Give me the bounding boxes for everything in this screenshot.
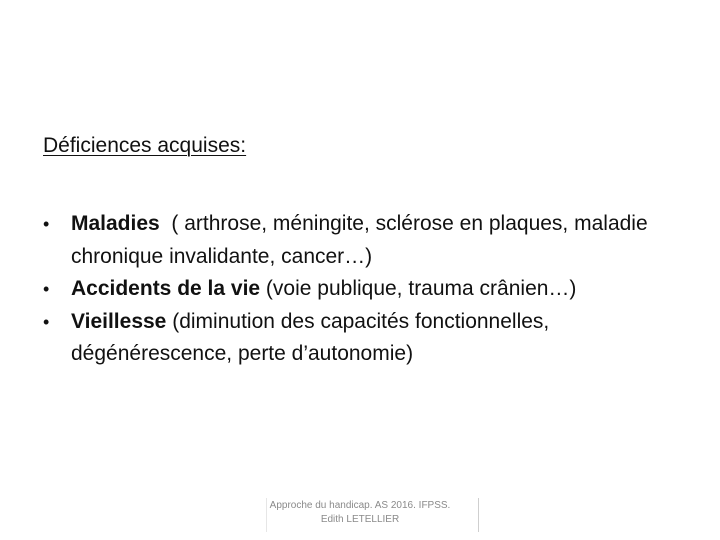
footer-line-2: Edith LETELLIER <box>320 514 400 525</box>
bullet-icon: • <box>43 311 50 332</box>
item-title: Accidents de la vie <box>71 277 261 300</box>
item-description: (diminution des capacités fonctionnelles, dégénérescence, perte d’autonomie) <box>71 309 556 365</box>
bullet-icon: • <box>43 279 50 299</box>
item-description: (voie publique, trauma crânien…) <box>260 277 577 300</box>
footer <box>240 499 480 527</box>
list-item <box>43 306 693 371</box>
section-heading: Déficiences acquises: <box>43 134 247 157</box>
item-title: Maladies <box>71 212 160 235</box>
list-item <box>43 273 693 306</box>
list-item <box>43 208 693 273</box>
item-title: Vieillesse <box>71 309 167 333</box>
footer-line-1: Approche du handicap. AS 2016. IFPSS. <box>269 500 451 511</box>
item-description: ( arthrose, méningite, sclérose en plaques, maladie chronique invalidante, cancer…) <box>71 212 654 268</box>
bullet-icon: • <box>43 214 50 234</box>
bullet-list <box>43 208 693 371</box>
